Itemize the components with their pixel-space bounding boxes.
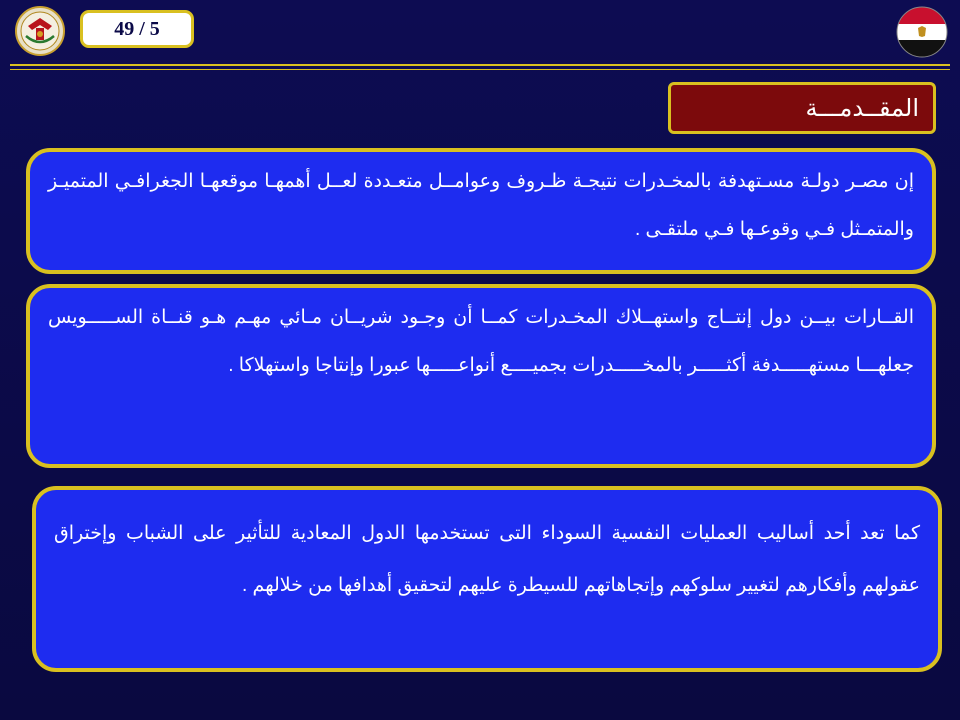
- military-emblem-icon: [14, 4, 66, 58]
- header-divider-thin: [10, 69, 950, 70]
- header-divider: [10, 64, 950, 66]
- paragraph-1: إن مصـر دولـة مسـتهدفة بالمخـدرات نتيجـة ظـروف وعوامــل متعـددة لعــل أهمهـا موقعهـا الجغرافـي المتميـز والمتمـثل فـي وقوعـها فـي ملتقـى .: [48, 171, 914, 240]
- egypt-flag-icon: [896, 6, 948, 58]
- paragraph-3: كما تعد أحد أساليب العمليات النفسية السوداء التى تستخدمها الدول المعادية للتأثير على الشباب وإختراق عقولهم وأفكارهم لتغيير سلوكهم وإتجاهاتهم للسيطرة عليهم لتحقيق أهدافها من خلالهم .: [54, 523, 920, 596]
- text-panel-1: [26, 148, 936, 274]
- paragraph-2: القــارات بيــن دول إنتــاج واستهــلاك المخـدرات كمــا أن وجـود شريــان مـائي مهـم هـو قنــاة الســـــويس جعلهـــا مستهـــــدفة أكثـــــر بالمخـــــدرات بجميــــع أنواعـــــها عبورا وإنتاجا واستهلاكا .: [48, 307, 914, 376]
- page-counter: 49 / 5: [80, 10, 194, 48]
- text-panel-2: [26, 284, 936, 468]
- text-panel-3: [32, 486, 942, 672]
- section-title: المقــدمـــة: [668, 82, 936, 134]
